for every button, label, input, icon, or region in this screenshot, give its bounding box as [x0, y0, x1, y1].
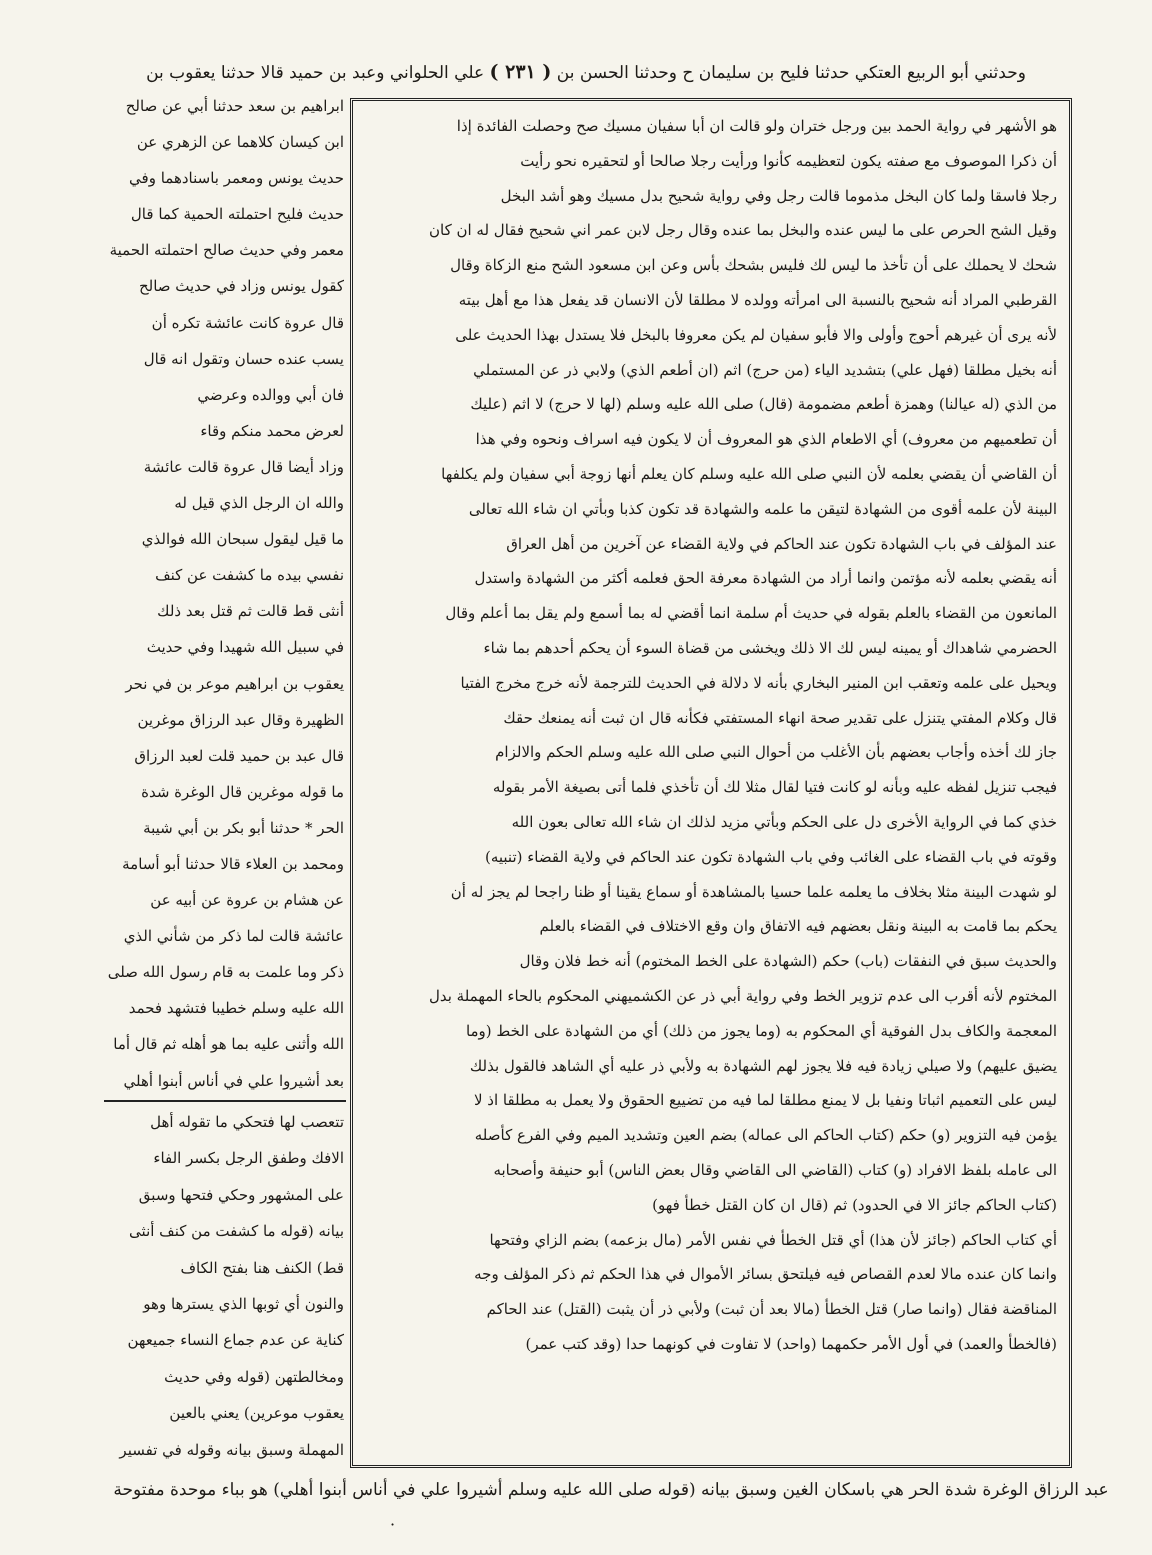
commentary-line: الحضرمي شاهداك أو يمينه ليس لك الا ذلك ويخشى من قضاة السوء أن يحكم أحدهم بما شاء: [483, 638, 1057, 657]
main-text-line: ابراهيم بن سعد حدثنا أبي عن صالح: [125, 97, 344, 115]
commentary-line: المختوم لأنه أقرب الى عدم تزوير الخط وفي رواية أبي ذر عن الكشميهني المحكوم بالحاء المهملة بدل: [428, 986, 1057, 1005]
footer-line: عبد الرزاق الوغرة شدة الحر هي باسكان الغين وسبق بيانه (قوله صلى الله عليه وسلم أشيروا علي في أناس أبنوا أهلي) هو بباء موحدة مفتوحة: [113, 1480, 1109, 1500]
margin-note-line: المهملة وسبق بيانه وقوله في تفسير: [119, 1440, 344, 1459]
commentary-line: المعجمة والكاف بدل الفوقية أي المحكوم به (وما يجوز من ذلك) أي من الشهادة على الخط (وما: [465, 1021, 1057, 1040]
commentary-line: المانعون من القضاء بالعلم بقوله في حديث أم سلمة انما أقضي له بما أسمع ولم يقل بما أعلم وقال: [445, 604, 1057, 623]
main-text-line: قال عبد بن حميد قلت لعبد الرزاق: [134, 746, 344, 765]
main-text-line: يسب عنده حسان وتقول انه قال: [143, 349, 344, 368]
main-text-line: وزاد أيضا قال عروة قالت عائشة: [143, 457, 344, 476]
main-text-line: في سبيل الله شهيدا وفي حديث: [146, 638, 344, 657]
main-text-line: حديث يونس ومعمر باسنادهما وفي: [129, 169, 344, 188]
main-text-line: فان أبي ووالده وعرضي: [197, 385, 344, 404]
commentary-line: لأنه يرى أن غيرهم أحوج وأولى والا فأبو سفيان لم يكن معروفا بالبخل فلا يستدل بهذا الحديث على: [455, 325, 1057, 344]
main-text-line: ومحمد بن العلاء قالا حدثنا أبو أسامة: [122, 854, 344, 873]
main-text-column: [106, 88, 344, 1100]
main-text-line: ما قوله موغرين قال الوغرة شدة: [141, 782, 344, 801]
footer-mark: ·: [390, 1515, 396, 1534]
commentary-line: (فالخطأ والعمد) في أول الأمر حكمهما (واحد) لا تفاوت في كونهما حدا (وقد كتب عمر): [525, 1334, 1057, 1353]
commentary-line: (كتاب الحاكم جائز الا في الحدود) ثم (قال ان كان القتل خطأ فهو): [652, 1195, 1057, 1214]
margin-note-line: تتعصب لها فتحكي ما تقوله أهل: [150, 1113, 344, 1131]
commentary-line: قال وكلام المفتي يتنزل على تقدير صحة انهاء المستفتي فكأنه قال ان ثبت أنه يمنعك حقك: [503, 708, 1057, 727]
commentary-line: رجلا فاسقا ولما كان البخل مذموما قالت رجل وفي رواية شحيح بدل مسيك وهو أشد البخل: [500, 186, 1057, 205]
margin-note-line: على المشهور وحكي فتحها وسبق: [138, 1185, 344, 1204]
header-text-after: علي الحلواني وعبد بن حميد قالا حدثنا يعقوب بن: [146, 63, 485, 83]
header-line: [60, 58, 1112, 86]
commentary-line: ليس على التعميم اثباتا ونفيا بل لا يمنع مطلقا لما فيه من تضييع الحقوق ولا يعمل به مطلقا اذ لا: [473, 1091, 1057, 1110]
commentary-line: يؤمن فيه التزوير (و) حكم (كتاب الحاكم الى عماله) بضم العين وتشديد الميم وفي الفرع كأصله: [474, 1126, 1057, 1145]
commentary-box: [350, 98, 1072, 1468]
commentary-line: أن ذكرا الموصوف مع صفته يكون لتعظيمه كأنوا ورأيت رجلا صالحا أو لتحقيره نحو رأيت: [520, 151, 1057, 170]
commentary-line: جاز لك أخذه وأجاب بعضهم بأن الأغلب من أحوال النبي صلى الله عليه وسلم الحكم والالزام: [495, 743, 1057, 762]
main-text-line: عن هشام بن عروة عن أبيه عن: [150, 891, 344, 910]
commentary-line: فيجب تنزيل لفظه عليه وبأنه لو كانت فتيا لقال مثلا لك أن تأخذي فلما أتى بصيغة الأمر بقوله: [492, 778, 1057, 797]
main-text-line: يعقوب بن ابراهيم موعر بن في نحر: [125, 674, 344, 693]
main-text-line: ابن كيسان كلاهما عن الزهري عن: [136, 133, 344, 152]
commentary-line: لو شهدت البينة مثلا بخلاف ما يعلمه علما حسيا بالمشاهدة أو سماع يقينا أو ظنا راجحا لم يجز له أن: [450, 882, 1057, 901]
column-divider: [104, 1100, 346, 1102]
commentary-line: الى عامله بلفظ الافراد (و) كتاب (القاضي الى القاضي وقال بعض الناس) أبو حنيفة وأصحابه: [493, 1160, 1057, 1179]
commentary-line: المناقضة فقال (وانما صار) قتل الخطأ (مالا بعد أن ثبت) ولأبي ذر أن يثبت (القتل) عند الحاكم: [486, 1300, 1057, 1319]
commentary-line: وقوته في باب القضاء على الغائب وفي باب الشهادة تكون عند الحاكم في ولاية القضاء (تنبيه): [484, 847, 1057, 866]
commentary-line: أنه يقضي بعلمه لأنه مؤتمن وانما أراد من الشهادة معرفة الحق فعلمه أكثر من الشهادة واستدل: [474, 569, 1057, 588]
main-text-line: والله ان الرجل الذي قيل له: [174, 494, 344, 513]
main-text-line: كقول يونس وزاد في حديث صالح: [138, 277, 344, 296]
commentary-line: يحكم بما قامت به البينة ونقل بعضهم فيه الاتفاق وان وقع الاختلاف في القضاء بالعلم: [539, 917, 1057, 936]
main-text-line: نفسي بيده ما كشفت عن كنف: [155, 566, 344, 585]
commentary-line: وانما كان عنده مالا لعدم القصاص فيه فيلتحق بسائر الأموال في هذا الحكم ثم ذكر المؤلف وجه: [474, 1265, 1057, 1284]
commentary-line: القرطبي المراد أنه شحيح بالنسبة الى امرأته وولده لا مطلقا لأن الانسان قد يفعل هذا مع أهل بيته: [458, 290, 1057, 309]
main-text-line: حديث فليح احتملته الحمية كما قال: [130, 205, 344, 224]
commentary-line: أن تطعميهم من معروف) أي الاطعام الذي هو المعروف أن لا يكون فيه اسراف ونحوه وفي هذا: [475, 430, 1057, 449]
main-text-line: معمر وفي حديث صالح احتملته الحمية: [109, 241, 344, 260]
margin-note-line: الافك وطفق الرجل بكسر الفاء: [153, 1149, 344, 1168]
commentary-line: ويحيل على علمه وتعقب ابن المنير البخاري بأنه لا دلالة في الحديث للترجمة لأنه خرج مخرج الفتيا: [460, 673, 1057, 692]
main-text-line: ذكر وما علمت به قام رسول الله صلى: [107, 963, 344, 982]
margin-note-line: ومخالطتهن (قوله وفي حديث: [164, 1367, 344, 1386]
commentary-line: يضيق عليهم) ولا صيلي زيادة فيه فلا يجوز لهم الشهادة به ولأبي ذر عليه أي الشاهد فالقول بذلك: [469, 1056, 1057, 1075]
main-text-line: الله وأثنى عليه بما هو أهله ثم قال أما: [113, 1035, 344, 1054]
commentary-line: أي كتاب الحاكم (جائز لأن هذا) أي قتل الخطأ في نفس الأمر (مال بزعمه) بضم الزاي وفتحها: [489, 1230, 1057, 1249]
main-text-line: لعرض محمد منكم وقاء: [200, 421, 344, 440]
margin-notes: [106, 1104, 344, 1470]
commentary-line: أن القاضي أن يقضي بعلمه لأن النبي صلى الله عليه وسلم كان يعلم أنها زوجة أبي سفيان ولم يكلفها: [441, 464, 1057, 483]
commentary-line: من الذي (له عيالنا) وهمزة أطعم مضمومة (قال) صلى الله عليه وسلم (لها لا حرج) لا اثم (عليك: [470, 395, 1057, 414]
main-text-line: ما قيل ليقول سبحان الله فوالذي: [141, 530, 344, 549]
main-text-line: الظهيرة وقال عبد الرزاق موغرين: [137, 710, 344, 729]
margin-note-line: قط) الكنف هنا بفتح الكاف: [180, 1258, 344, 1277]
main-text-line: الحر * حدثنا أبو بكر بن أبي شيبة: [143, 818, 344, 837]
page-number: ( ٢٣١ ): [489, 61, 552, 83]
commentary-line: هو الأشهر في رواية الحمد بين ورجل ختران ولو قالت ان أبا سفيان مسيك صح وحصلت الفائدة إذا: [456, 117, 1057, 135]
margin-note-line: يعقوب موعرين) يعني بالعين: [169, 1404, 344, 1423]
header-text-before: وحدثني أبو الربيع العتكي حدثنا فليح بن سليمان ح وحدثنا الحسن بن: [556, 63, 1026, 83]
main-text-line: بعد أشيروا علي في أناس أبنوا أهلي: [123, 1071, 344, 1090]
commentary-line: البينة لأن علمه أقوى من الشهادة لتيقن ما علمه والشهادة قد تكون كذبا وبأتي ان شاء الله تعالى: [468, 499, 1057, 518]
main-text-line: عائشة قالت لما ذكر من شأني الذي: [123, 927, 344, 946]
commentary-line: عند المؤلف في باب الشهادة تكون عند الحاكم في ولاية القضاء عن آخرين من أهل العراق: [506, 534, 1057, 553]
margin-note-line: كناية عن عدم جماع النساء جميعهن: [127, 1331, 344, 1350]
main-text-line: قال عروة كانت عائشة تكره أن: [151, 313, 344, 332]
commentary-line: شحك لا يحملك على أن تأخذ ما ليس لك فليس بشحك بأس وعن ابن مسعود الشح منع الزكاة وقال: [450, 256, 1057, 275]
margin-note-line: والنون أي ثوبها الذي يسترها وهو: [143, 1294, 344, 1313]
margin-note-line: بيانه (قوله ما كشفت من كنف أنثى: [129, 1222, 344, 1241]
commentary-line: والحديث سبق في النفقات (باب) حكم (الشهادة على الخط المختوم) أنه خط فلان وقال: [519, 952, 1057, 971]
commentary-line: أنه بخيل مطلقا (فهل علي) بتشديد الياء (من حرج) اثم (ان أطعم الذي) ولابي ذر عن المستملي: [473, 360, 1057, 379]
main-text-line: أنثى قط قالت ثم قتل بعد ذلك: [157, 602, 344, 621]
main-text-line: الله عليه وسلم خطيبا فتشهد فحمد: [128, 999, 344, 1018]
commentary-line: وقيل الشح الحرص على ما ليس عنده والبخل بما عنده وقال رجل لابن عمر اني شحيح فقال له ان كان: [428, 221, 1057, 240]
commentary-line: خذي كما في الرواية الأخرى دل على الحكم وبأتي مزيد لذلك ان شاء الله تعالى بعون الله: [511, 812, 1057, 831]
